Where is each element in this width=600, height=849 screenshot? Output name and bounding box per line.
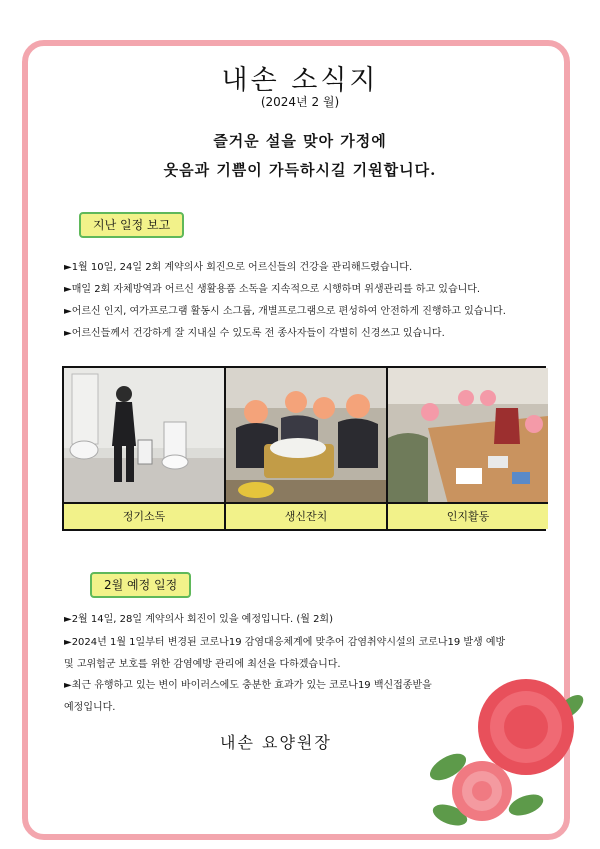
past-report-item-4: ►어르신들께서 건강하게 잘 지내실 수 있도록 전 종사자들이 각별히 신경쓰고 있습니다. bbox=[64, 328, 445, 339]
photo-table bbox=[62, 366, 546, 531]
photo-cell-birthday bbox=[226, 368, 388, 529]
photo-caption-disinfection: 정기소독 bbox=[64, 502, 224, 529]
signature: 내손 요양원장 bbox=[220, 733, 332, 752]
greeting-line-2: 웃음과 기쁨이 가득하시길 기원합니다. bbox=[163, 161, 437, 179]
cognitive-activity-photo bbox=[388, 368, 548, 502]
feb-schedule-heading: 2월 예정 일정 bbox=[90, 572, 191, 598]
feb-schedule-item-2: ►2024년 1월 1일부터 변경된 코로나19 감염대응체계에 맞추어 감염취약시설의 코로나19 발생 예방 bbox=[64, 637, 506, 648]
past-report-heading: 지난 일정 보고 bbox=[79, 212, 184, 238]
past-report-item-2: ►매일 2회 자체방역과 어르신 생활용품 소독을 지속적으로 시행하며 위생관리를 하고 있습니다. bbox=[64, 284, 481, 295]
feb-schedule-item-4: ►최근 유행하고 있는 변이 바이러스에도 충분한 효과가 있는 코로나19 백신접종받을 bbox=[64, 680, 432, 691]
past-report-item-3: ►어르신 인지, 여가프로그램 활동시 소그룹, 개별프로그램으로 편성하여 안전하게 진행하고 있습니다. bbox=[64, 306, 506, 317]
photo-caption-birthday: 생신잔치 bbox=[226, 502, 386, 529]
disinfection-photo bbox=[64, 368, 224, 502]
feb-schedule-item-1: ►2월 14일, 28일 계약의사 회진이 있을 예정입니다. (월 2회) bbox=[64, 614, 333, 625]
photo-caption-cognitive: 인지활동 bbox=[388, 502, 548, 529]
photo-cell-disinfection bbox=[64, 368, 226, 529]
photo-cell-cognitive bbox=[388, 368, 548, 529]
greeting-line-1: 즐거운 설을 맞아 가정에 bbox=[213, 132, 387, 150]
feb-schedule-item-3: 및 고위험군 보호를 위한 감염예방 관리에 최선을 다하겠습니다. bbox=[64, 659, 341, 670]
newsletter-title: 내손 소식지 bbox=[221, 65, 379, 96]
birthday-photo bbox=[226, 368, 386, 502]
feb-schedule-item-5: 예정입니다. bbox=[64, 702, 116, 713]
newsletter-date: (2024년 2 월) bbox=[260, 95, 340, 109]
carnation-decoration bbox=[430, 655, 590, 845]
past-report-item-1: ►1월 10일, 24일 2회 계약의사 회진으로 어르신들의 건강을 관리해드렸습니다. bbox=[64, 262, 413, 273]
